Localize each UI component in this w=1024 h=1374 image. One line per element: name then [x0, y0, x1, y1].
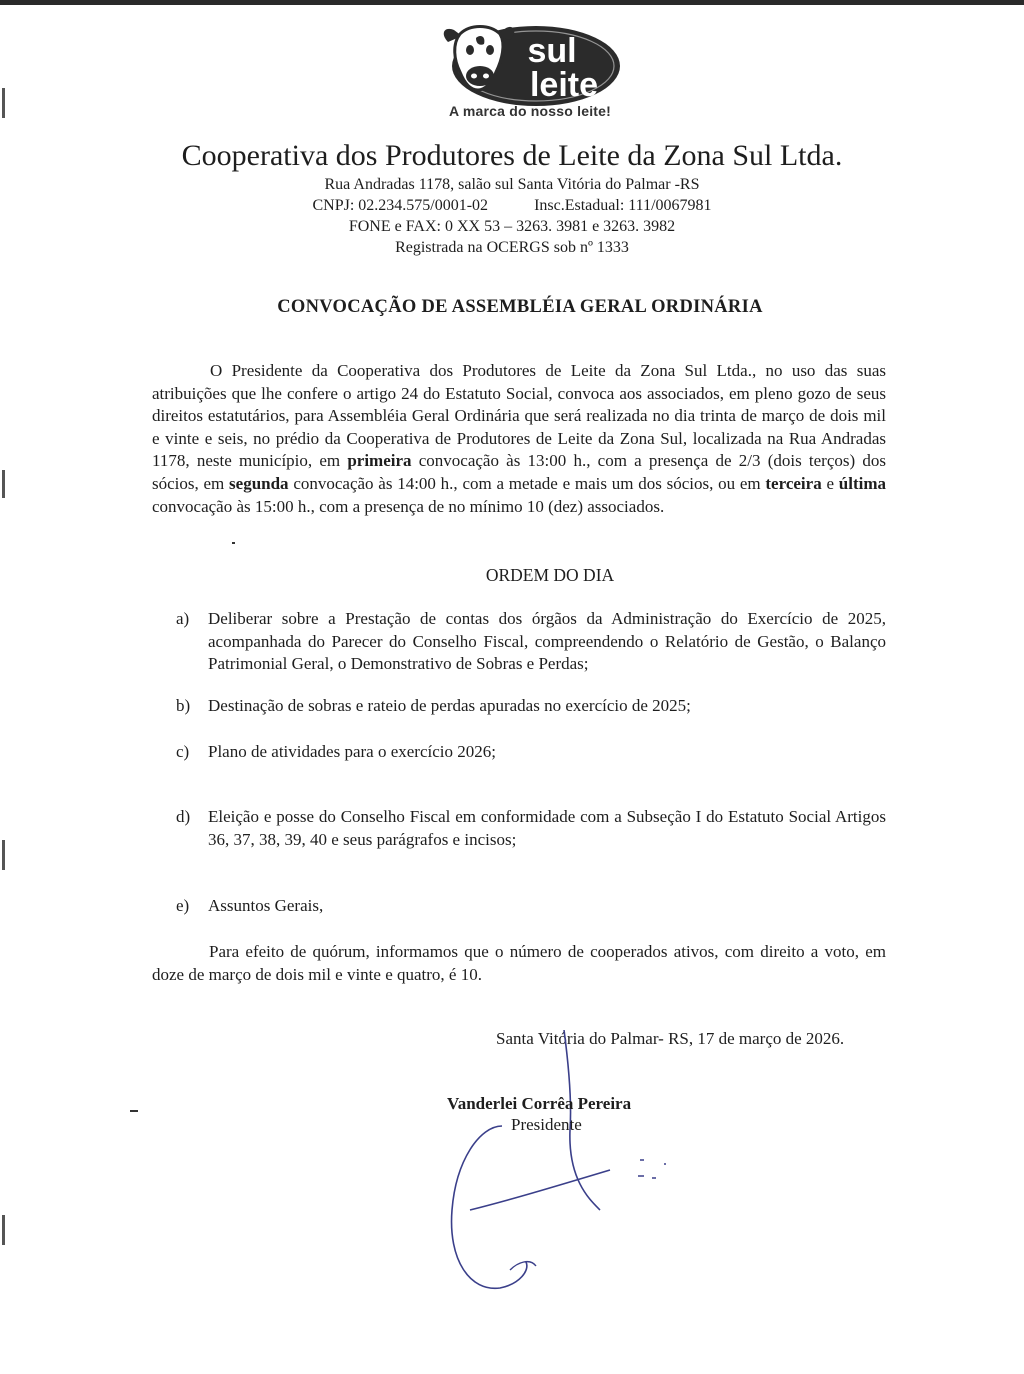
state-registration: Insc.Estadual: 111/0067981: [534, 197, 712, 214]
agenda-item-marker: e): [176, 896, 190, 915]
last-call: última: [838, 473, 886, 493]
document-title: CONVOCAÇÃO DE ASSEMBLÉIA GERAL ORDINÁRIA: [277, 297, 763, 317]
scan-speck: [232, 542, 235, 544]
quorum-paragraph: Para efeito de quórum, informamos que o número de cooperados ativos, com direito a voto, em doze de março de dois mil e vinte e quatro, é 10.: [152, 942, 886, 984]
scan-top-border: [0, 0, 1024, 5]
scan-edge-mark: [2, 88, 5, 118]
organization-registry: Registrada na OCERGS sob nº 1333: [395, 239, 629, 256]
second-call: segunda: [229, 473, 289, 493]
agenda-item: [176, 895, 886, 918]
scan-edge-mark: [2, 1215, 5, 1245]
third-call: terceira: [765, 473, 822, 493]
signatory-role: Presidente: [511, 1115, 582, 1134]
organization-ids: [0, 195, 1024, 216]
scan-edge-mark: [2, 470, 5, 498]
agenda-item: [176, 741, 886, 764]
convocation-paragraph: O Presidente da Cooperativa dos Produtores de Leite da Zona Sul Ltda., no uso das suas atribuições que lhe confere o artigo 24 do Estatuto Social, convoca aos associados, em pleno gozo de seus direitos estatutários, para Assembléia Geral Ordinária que será realizada no dia trinta de março de dois mil e vinte e seis, no prédio da Cooperativa de Produtores de Leite da Zona Sul, localizada na Rua Andradas 1178, neste município, em primeira convocação às 13:00 h., com a presença de 2/3 (dois terços) dos sócios, em segunda convocação às 14:00 h., com a metade e mais um dos sócios, ou em terceira e última convocação às 15:00 h., com a presença de no mínimo 10 (dez) associados.: [152, 361, 886, 516]
sul-leite-logo: [440, 20, 620, 112]
agenda-title: ORDEM DO DIA: [485, 565, 615, 585]
agenda-item-marker: b): [176, 696, 191, 715]
agenda-item: [176, 806, 886, 851]
scan-edge-mark: [2, 840, 5, 870]
agenda-item-text: Destinação de sobras e rateio de perdas apuradas no exercício de 2025;: [208, 696, 691, 715]
brand-slogan: A marca do nosso leite!: [448, 103, 611, 119]
agenda-item-marker: c): [176, 742, 190, 761]
organization-address: Rua Andradas 1178, salão sul Santa Vitória do Palmar -RS: [324, 176, 700, 193]
agenda-item-text: Deliberar sobre a Prestação de contas dos órgãos da Administração do Exercício de 2025, acompanhada do Parecer do Conselho Fiscal, compreendendo o Relatório de Gestão, o Balanço Patrimonial Geral, o Demonstrativo de Sobras e Perdas;: [208, 609, 886, 674]
svg-text:leite: leite: [529, 66, 599, 104]
signatory-name: Vanderlei Corrêa Pereira: [447, 1094, 632, 1113]
place-and-date: Santa Vitória do Palmar- RS, 17 de março de 2026.: [496, 1029, 845, 1048]
handwritten-signature: [440, 1030, 680, 1300]
organization-phone: FONE e FAX: 0 XX 53 – 3263. 3981 e 3263. 3982: [348, 218, 676, 235]
agenda-item-marker: d): [176, 807, 191, 826]
first-call: primeira: [347, 451, 412, 471]
agenda-item-text: Plano de atividades para o exercício 2026;: [208, 742, 496, 761]
cnpj: CNPJ: 02.234.575/0001-02: [312, 197, 489, 214]
svg-text:sul: sul: [527, 32, 577, 70]
agenda-item-text: Assuntos Gerais,: [208, 896, 324, 915]
agenda-item-marker: a): [176, 609, 190, 628]
agenda-item: [176, 608, 886, 676]
organization-name: Cooperativa dos Produtores de Leite da Zona Sul Ltda.: [181, 139, 843, 172]
letterhead: [0, 138, 1024, 258]
agenda-item: [176, 695, 886, 718]
agenda-item-text: Eleição e posse do Conselho Fiscal em conformidade com a Subseção I do Estatuto Social Artigos 36, 37, 38, 39, 40 e seus parágrafos e incisos;: [208, 807, 886, 849]
scan-speck: [130, 1110, 138, 1112]
